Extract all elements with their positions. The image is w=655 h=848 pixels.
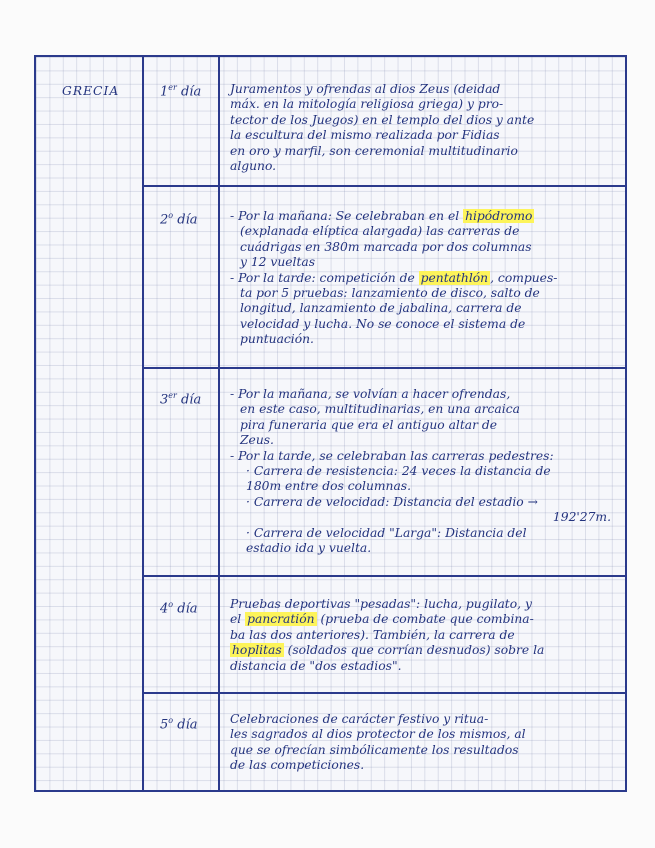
day-2-content: - Por la mañana: Se celebraban en el hipódromo (explanada elíptica alargada) las carreras de cuádrigas en 380m marcada por dos columnas y 12 vueltas - Por la tarde: competición de pentathlón , compues- ta por 5 pruebas: lanzamiento de disco, salto de longitud, lanzamiento de jabalina, carrera de velocidad y lucha. No se conoce el sistema de puntuación. <box>230 209 558 347</box>
day-label-4: 4$^o$ día <box>160 600 198 617</box>
highlight-pancration: pancratión <box>247 612 315 627</box>
row-divider-2 <box>142 367 625 369</box>
day-1-content: Juramentos y ofrendas al dios Zeus (deidad máx. en la mitología religiosa griega) y pro- tector de los Juegos) en el templo del dios y ante la escultura del mismo realizada por Fidias en oro y marfil, son ceremonial multitudinario alguno. <box>230 82 535 174</box>
day-3-content: - Por la mañana, se volvían a hacer ofrendas, en este caso, multitudinarias, en una arcaica pira funeraria que era el antiguo altar de Zeus. - Por la tarde, se celebraban las carreras pedestres: · Carrera de resistencia: 24 veces la distancia de 180m entre dos columnas. · Carrera de velocidad: Distancia del estadio → 192'27m. · Carrera de velocidad "Larga": Distancia del estadio ida y vuelta. <box>230 387 611 556</box>
day-label-1: 1er día <box>160 83 202 100</box>
row-divider-3 <box>142 575 625 577</box>
column-divider-day <box>218 57 220 790</box>
highlight-hoplitas: hoplitas <box>232 643 282 658</box>
day-label-2: 2$^o$ día <box>160 211 198 228</box>
row-divider-1 <box>142 185 625 187</box>
day-label-5: 5$^o$ día <box>160 716 198 733</box>
highlight-pentathlon: pentathlón <box>420 270 489 285</box>
row-divider-4 <box>142 692 625 694</box>
day-5-content: Celebraciones de carácter festivo y ritua- les sagrados al dios protector de los mismos, al que se ofrecían simbólicamente los resultados de las competiciones. <box>230 712 526 773</box>
day-4-content: Pruebas deportivas "pesadas": lucha, pugilato, y el pancratión (prueba de combate que combina- ba las dos anteriores). También, la carrera de hoplitas (soldados que corrían desnudos) sobre la distancia de "dos estadios". <box>230 597 545 673</box>
highlight-hipodromo: hipódromo <box>465 209 533 223</box>
column-divider-country <box>142 57 144 790</box>
country-label: GRECIA <box>62 84 120 98</box>
notebook-page <box>34 55 627 792</box>
day-label-3: 3er día <box>160 391 202 408</box>
